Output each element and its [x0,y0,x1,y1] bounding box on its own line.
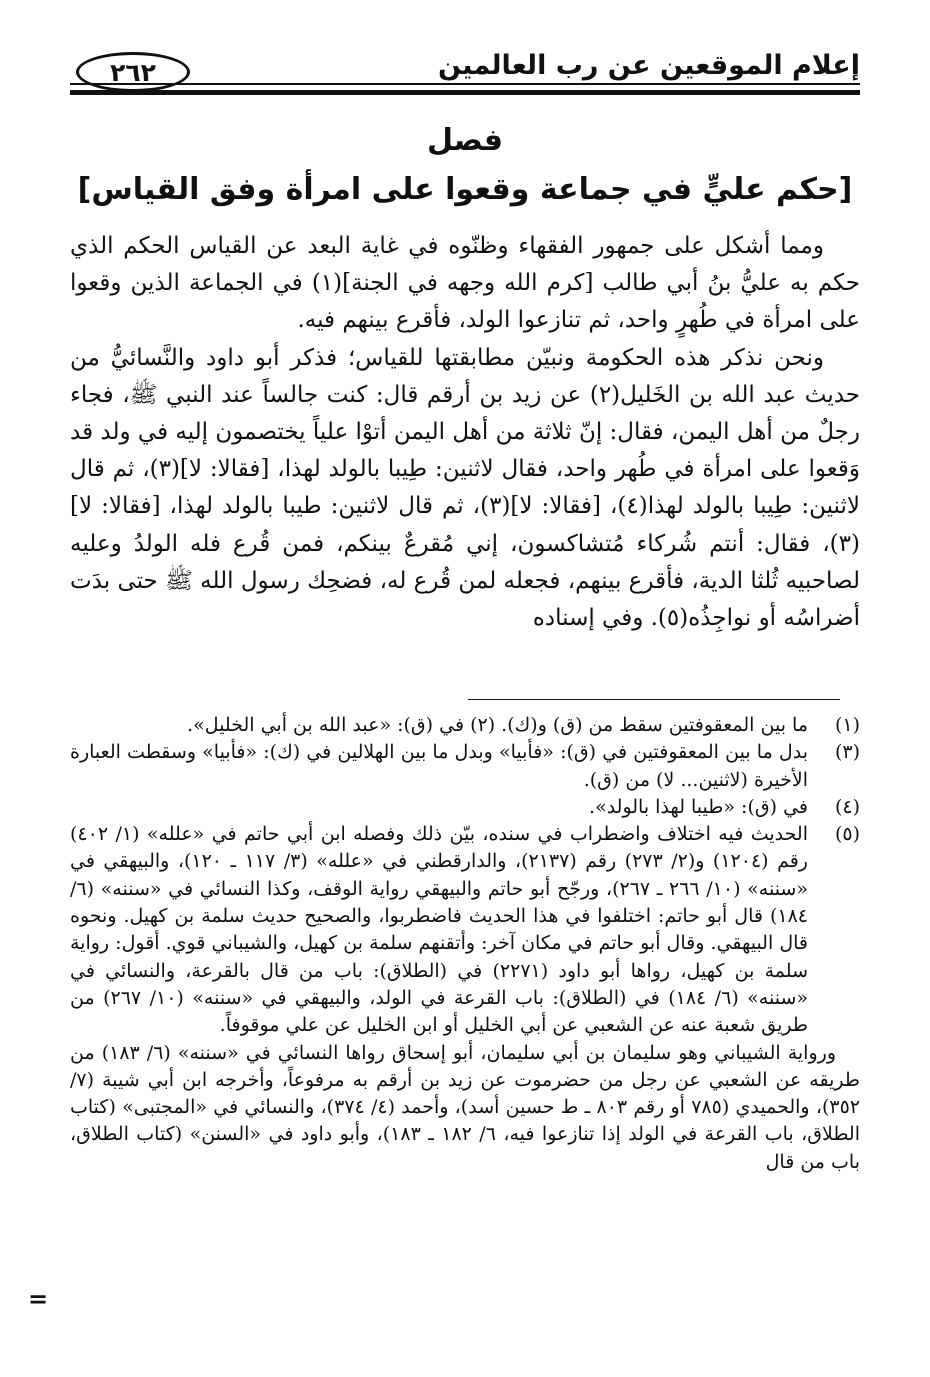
footnote-text: ما بين المعقوفتين سقط من (ق) و(ك). (٢) في (ق): «عبد الله بن أبي الخليل». [187,714,808,736]
continuation-mark: = [28,1284,49,1313]
main-text [70,228,860,678]
header-thin-rule [70,83,860,85]
section-subheading: [حكم عليٍّ في جماعة وقعوا على امرأة وفق القياس] [77,172,853,207]
footnote-number: (٥) [834,823,860,846]
footnote-continuation: ورواية الشيباني وهو سليمان بن أبي سليمان، أبو إسحاق رواها النسائي في «سننه» (٦/ ١٨٣) من طريقه عن الشعبي عن رجل من حضرموت عن زيد بن أرقم به مرفوعاً، وأخرجه ابن أبي شيبة (٧/ ٣٥٢)، والحميدي (٧٨٥ أو رقم ٨٠٣ ـ ط حسين أسد)، وأحمد (٤/ ٣٧٤)، والنسائي في «المجتبى» (كتاب الطلاق، باب القرعة في الولد إذا تنازعوا فيه، ٦/ ١٨٢ ـ ١٨٣)، وأبو داود في «السنن» (كتاب الطلاق، باب من قال [70,1041,861,1173]
footnote-separator [468,699,840,700]
footnote-4 [70,794,860,821]
footnote-1 [70,712,860,739]
footnote-number: (١) [834,714,860,736]
footnote-3 [70,739,860,794]
footnote-text: الحديث فيه اختلاف واضطراب في سنده، بيّن ذلك وفصله ابن أبي حاتم في «علله» (١/ ٤٠٢) رقم (١٢٠٤) و(٢/ ٢٧٣) رقم (٢١٣٧)، والدارقطني في «علله» (٣/ ١١٧ ـ ١٢٠)، والبيهقي في «سننه» (١٠/ ٢٦٦ ـ ٢٦٧)، ورجّح أبو حاتم والبيهقي رواية الوقف، وكذا النسائي في «سننه» (٦/ ١٨٤) قال أبو حاتم: اختلفوا في هذا الحديث فاضطربوا، والصحيح حديث سلمة بن كهيل. ونحوه قال البيهقي. وقال أبو حاتم في مكان آخر: وأتقنهم سلمة بن كهيل، والشيباني قوي. أقول: رواية سلمة بن كهيل، رواها أبو داود (٢٢٧١) في (الطلاق): باب من قال بالقرعة، والنسائي في «سننه» (٦/ ١٨٤) في (الطلاق): باب القرعة في الولد، والبيهقي في «سننه» (١٠/ ٢٦٧) من طريق شعبة عنه عن الشعبي عن أبي الخليل أو ابن الخليل عن علي موقوفاً. [70,823,808,1037]
section-heading: فصل [427,123,503,158]
footnote-text: في (ق): «طيبا لهذا بالولد». [589,795,808,818]
body-paragraph-1: ومما أشكل على جمهور الفقهاء وظنّوه في غاية البعد عن القياس الحكم الذي حكم به عليُّ بنُ أبي طالب [كرم الله وجهه في الجنة](١) في الجماعة الذين وقعوا على امرأة في طُهرٍ واحد، ثم تنازعوا الولد، فأقرع بينهم فيه. [70,233,860,334]
body-paragraph-2: ونحن نذكر هذه الحكومة ونبيّن مطابقتها للقياس؛ فذكر أبو داود والنَّسائيُّ من حديث عبد الله بن الخَليل(٢) عن زيد بن أرقم قال: كنت جالساً عند النبي ﷺ، فجاء رجلٌ من أهل اليمن، فقال: إنّ ثلاثة من أهل اليمن أتوْا علياً يختصمون إليه في ولد قد وَقعوا على امرأة في طُهر واحد، فقال لاثنين: طِيبا بالولد لهذا، [فقالا: لا](٣)، ثم قال لاثنين: طِيبا بالولد لهذا(٤)، [فقالا: لا](٣)، ثم قال لاثنين: طيبا بالولد لهذا، [فقالا: لا](٣)، فقال: أنتم شُركاء مُتشاكسون، إني مُقرعٌ بينكم، فمن قُرع فله الولدُ وعليه لصاحبيه ثُلثا الدية، فأقرع بينهم، فجعله لمن قُرع له، فضحِك رسول الله ﷺ حتى بدَت أضراسُه أو نواجِذُه(٥). وفي إسناده [70,344,861,632]
header-thick-rule [70,90,860,95]
footnote-number: (٣) [834,741,860,764]
footnotes [70,712,860,1322]
footnote-5 [70,821,860,1039]
footnote-text: بدل ما بين المعقوفتين في (ق): «فأبيا» وبدل ما بين الهلالين في (ك): «فأبيا» وسقطت العبارة الأخيرة (لاثنين... لا) من (ق). [70,741,808,791]
footnote-number: (٤) [834,795,860,818]
book-title: إعلام الموقعين عن رب العالمين [438,50,860,81]
page-number-badge: ٢٦٢ [76,52,190,92]
